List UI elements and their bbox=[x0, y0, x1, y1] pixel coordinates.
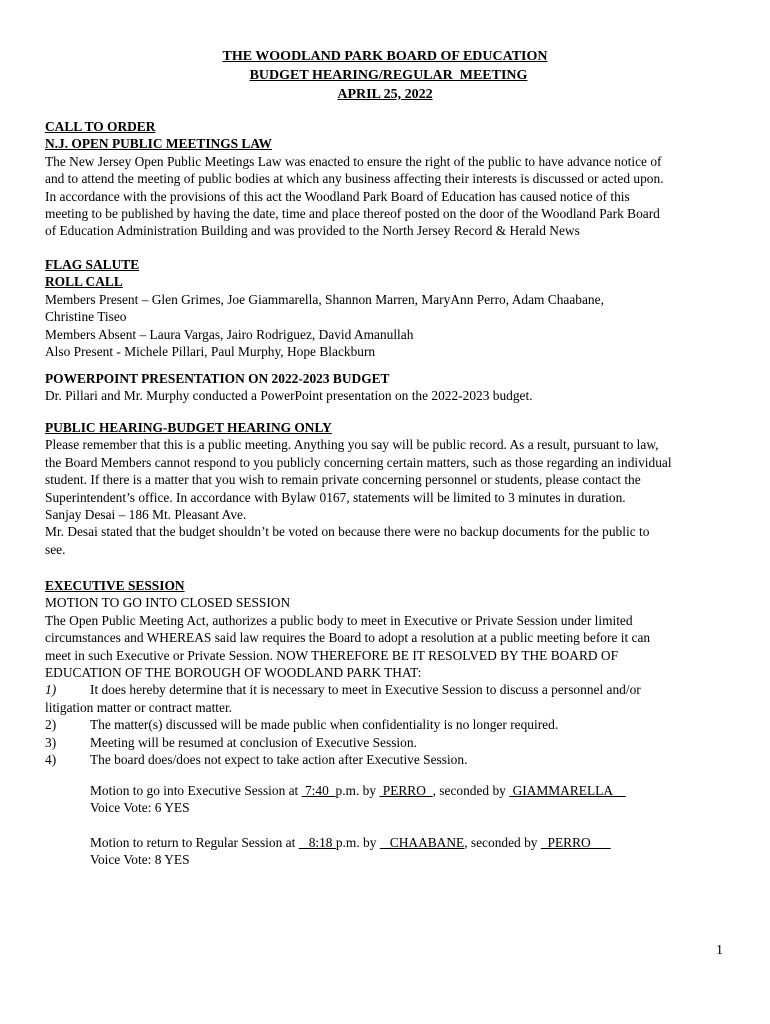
paragraph-line: Mr. Desai stated that the budget shouldn’t be voted on because there were no backup documents for the public to bbox=[45, 524, 650, 540]
title-line-2: BUDGET HEARING/REGULAR MEETING bbox=[249, 68, 528, 83]
speaker-line: Sanjay Desai – 186 Mt. Pleasant Ave. bbox=[45, 507, 247, 523]
motion-executive-session bbox=[45, 782, 770, 817]
paragraph-line: Please remember that this is a public meeting. Anything you say will be public record. As a result, pursuant to law, bbox=[45, 437, 659, 453]
call-to-order-heading: CALL TO ORDER bbox=[45, 119, 156, 134]
paragraph-line: The Open Public Meeting Act, authorizes a public body to meet in Executive or Private Session under limited bbox=[45, 612, 633, 628]
motion-line: Motion to go into Executive Session at 7:40 p.m. by PERRO , seconded by GIAMMARELLA bbox=[90, 783, 626, 798]
roll-call-line: Christine Tiseo bbox=[45, 309, 127, 325]
paragraph-line: meeting to be published by having the date, time and place thereof posted on the door of the Woodland Park Board bbox=[45, 206, 660, 222]
document-title bbox=[0, 47, 770, 104]
paragraph-line: EDUCATION OF THE BOROUGH OF WOODLAND PARK THAT: bbox=[45, 665, 422, 681]
paragraph-line: The New Jersey Open Public Meetings Law was enacted to ensure the right of the public to have advance notice of bbox=[45, 153, 662, 169]
motion-regular-session bbox=[45, 834, 770, 869]
paragraph-line: In accordance with the provisions of this act the Woodland Park Board of Education has caused notice of this bbox=[45, 188, 630, 204]
roll-call-heading: ROLL CALL bbox=[45, 274, 123, 290]
public-hearing-heading: PUBLIC HEARING-BUDGET HEARING ONLY bbox=[45, 420, 332, 435]
paragraph-line: Superintendent’s office. In accordance with Bylaw 0167, statements will be limited to 3 minutes in duration. bbox=[45, 489, 626, 505]
powerpoint-section bbox=[45, 370, 735, 405]
flag-salute-heading: FLAG SALUTE bbox=[45, 257, 140, 272]
executive-session-heading: EXECUTIVE SESSION bbox=[45, 578, 185, 593]
roll-call-line: Members Present – Glen Grimes, Joe Giammarella, Shannon Marren, MaryAnn Perro, Adam Chaabane, bbox=[45, 291, 604, 307]
paragraph-line: the Board Members cannot respond to you publicly concerning certain matters, such as those regarding an individual bbox=[45, 454, 672, 470]
motion-time: 8:18 bbox=[298, 835, 336, 850]
motion-title: MOTION TO GO INTO CLOSED SESSION bbox=[45, 595, 291, 611]
motion-line: Motion to return to Regular Session at 8:18 p.m. by CHAABANE, seconded by PERRO bbox=[90, 835, 611, 850]
call-to-order-section bbox=[45, 118, 735, 240]
resolution-item: 2) The matter(s) discussed will be made public when confidentiality is no longer required. bbox=[45, 717, 559, 733]
motion-by: CHAABANE bbox=[379, 835, 465, 850]
paragraph-line: and to attend the meeting of public bodies at which any business affecting their interests is discussed or acted upon. bbox=[45, 171, 664, 187]
opma-heading: N.J. OPEN PUBLIC MEETINGS LAW bbox=[45, 136, 272, 152]
title-line-3: APRIL 25, 2022 bbox=[337, 87, 433, 102]
resolution-item: 4) The board does/does not expect to take action after Executive Session. bbox=[45, 752, 468, 768]
page-number: 1 bbox=[716, 943, 723, 958]
paragraph-line: meet in such Executive or Private Session. NOW THEREFORE BE IT RESOLVED BY THE BOARD OF bbox=[45, 647, 619, 663]
motion-time: 7:40 bbox=[301, 783, 336, 798]
roll-call-section bbox=[45, 256, 735, 360]
roll-call-line: Members Absent – Laura Vargas, Jairo Rodriguez, David Amanullah bbox=[45, 326, 414, 342]
resolution-item: 3) Meeting will be resumed at conclusion of Executive Session. bbox=[45, 734, 417, 750]
public-hearing-section bbox=[45, 419, 735, 558]
voice-vote: Voice Vote: 8 YES bbox=[90, 852, 190, 868]
motion-by: PERRO bbox=[379, 783, 433, 798]
paragraph-line: of Education Administration Building and was provided to the North Jersey Record & Herald News bbox=[45, 223, 580, 239]
paragraph-line: see. bbox=[45, 541, 66, 557]
executive-session-section bbox=[45, 577, 735, 768]
resolution-item: 1) It does hereby determine that it is necessary to meet in Executive Session to discuss a personnel and/or bbox=[45, 682, 641, 698]
powerpoint-heading: POWERPOINT PRESENTATION ON 2022-2023 BUDGET bbox=[45, 371, 390, 386]
voice-vote: Voice Vote: 6 YES bbox=[90, 800, 190, 816]
resolution-item-continued: litigation matter or contract matter. bbox=[45, 699, 233, 715]
roll-call-line: Also Present - Michele Pillari, Paul Murphy, Hope Blackburn bbox=[45, 344, 376, 360]
motion-seconded: GIAMMARELLA bbox=[509, 783, 626, 798]
motion-seconded: PERRO bbox=[540, 835, 611, 850]
title-line-1: THE WOODLAND PARK BOARD OF EDUCATION bbox=[222, 49, 548, 64]
paragraph-line: student. If there is a matter that you wish to remain private concerning personnel or students, please contact the bbox=[45, 472, 641, 488]
powerpoint-line: Dr. Pillari and Mr. Murphy conducted a PowerPoint presentation on the 2022-2023 budget. bbox=[45, 388, 533, 404]
paragraph-line: circumstances and WHEREAS said law requires the Board to adopt a resolution at a public meeting before it can bbox=[45, 630, 651, 646]
